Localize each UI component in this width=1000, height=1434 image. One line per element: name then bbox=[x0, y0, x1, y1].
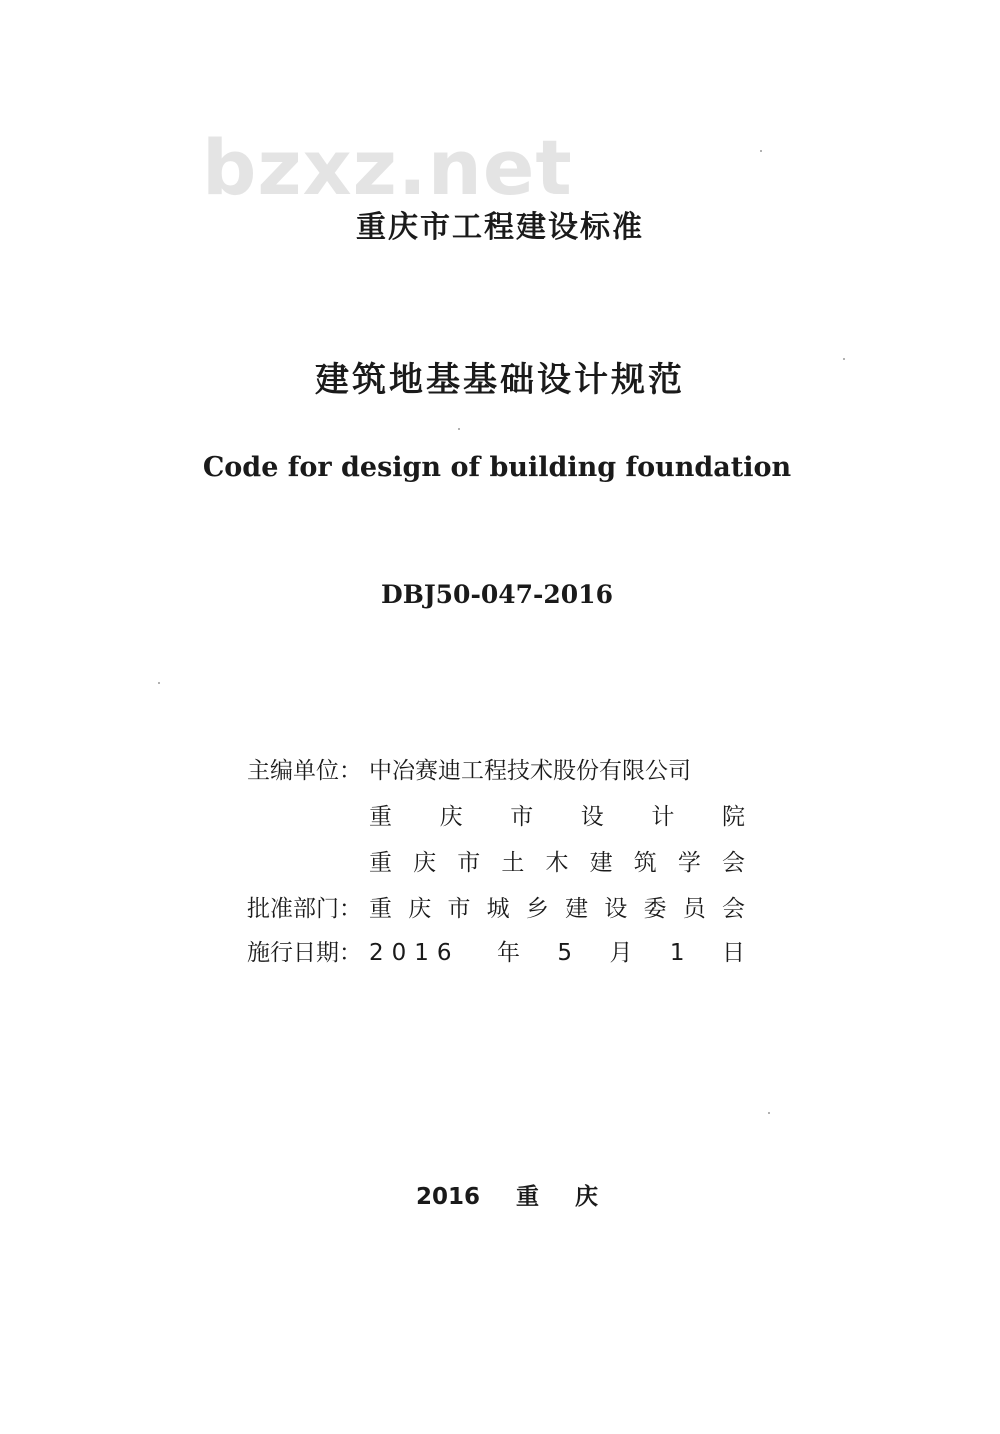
date-month: 5 bbox=[557, 940, 573, 966]
effective-date-row bbox=[247, 936, 747, 970]
editor-unit-3-char: 重 bbox=[369, 850, 392, 876]
approver-char: 建 bbox=[565, 896, 589, 922]
scan-speck bbox=[768, 1112, 770, 1114]
editor-unit-3-char: 庆 bbox=[413, 850, 437, 876]
scan-speck bbox=[458, 428, 460, 430]
approver-label: 批准部门： bbox=[247, 896, 362, 922]
editor-unit-3-char: 木 bbox=[545, 850, 569, 876]
document-title-english: Code for design of building foundation bbox=[202, 452, 792, 483]
approver-char: 乡 bbox=[525, 896, 549, 922]
editor-unit-3-char: 筑 bbox=[633, 850, 657, 876]
scan-speck bbox=[843, 358, 845, 360]
approver-value bbox=[369, 892, 745, 926]
date-year: 2016 bbox=[369, 940, 460, 966]
editor-unit-2-char: 设 bbox=[580, 804, 604, 830]
approver-char: 市 bbox=[447, 896, 471, 922]
editor-unit-2-char: 重 bbox=[369, 804, 392, 830]
publication-city-char: 重 bbox=[516, 1184, 540, 1210]
editor-unit-2 bbox=[369, 800, 745, 834]
editor-unit-2-char: 计 bbox=[651, 804, 675, 830]
approver-char: 员 bbox=[682, 896, 706, 922]
publication-year: 2016 bbox=[416, 1184, 481, 1210]
standard-number: DBJ50-047-2016 bbox=[381, 580, 613, 609]
date-day-unit: 日 bbox=[721, 940, 745, 966]
date-year-unit: 年 bbox=[496, 940, 520, 966]
editor-unit-3-char: 会 bbox=[722, 850, 745, 876]
date-day: 1 bbox=[669, 940, 685, 966]
series-title: 重庆市工程建设标准 bbox=[356, 210, 644, 245]
approver-char: 庆 bbox=[408, 896, 432, 922]
approver-char: 委 bbox=[643, 896, 667, 922]
publication-footer bbox=[416, 1180, 598, 1214]
editor-unit-2-char: 市 bbox=[510, 804, 534, 830]
editor-unit-1 bbox=[369, 754, 745, 788]
editor-unit-2-char: 庆 bbox=[439, 804, 463, 830]
effective-date-label: 施行日期： bbox=[247, 940, 362, 966]
effective-date-value bbox=[369, 936, 745, 970]
editor-unit-2-char: 院 bbox=[721, 804, 745, 830]
editor-row-2 bbox=[247, 800, 747, 834]
editor-row-1 bbox=[247, 754, 747, 788]
approver-char: 城 bbox=[486, 896, 510, 922]
editor-row-3 bbox=[247, 846, 747, 880]
approver-char: 会 bbox=[721, 896, 745, 922]
editor-unit-3-char: 学 bbox=[677, 850, 701, 876]
document-title: 建筑地基基础设计规范 bbox=[315, 360, 685, 400]
publication-city-char: 庆 bbox=[575, 1184, 599, 1210]
editor-unit-3-char: 建 bbox=[589, 850, 613, 876]
editor-unit-3-char: 土 bbox=[501, 850, 525, 876]
approver-char: 设 bbox=[604, 896, 628, 922]
scan-speck bbox=[760, 150, 762, 152]
approver-char: 重 bbox=[369, 896, 392, 922]
editor-label: 主编单位： bbox=[247, 758, 362, 784]
editor-unit-1-text: 中冶赛迪工程技术股份有限公司 bbox=[369, 758, 691, 784]
date-month-unit: 月 bbox=[609, 940, 633, 966]
editor-unit-3 bbox=[369, 846, 745, 880]
watermark-logo: bzxz.net bbox=[202, 123, 573, 212]
scan-speck bbox=[158, 682, 160, 684]
approver-row bbox=[247, 892, 747, 926]
editor-unit-3-char: 市 bbox=[457, 850, 481, 876]
